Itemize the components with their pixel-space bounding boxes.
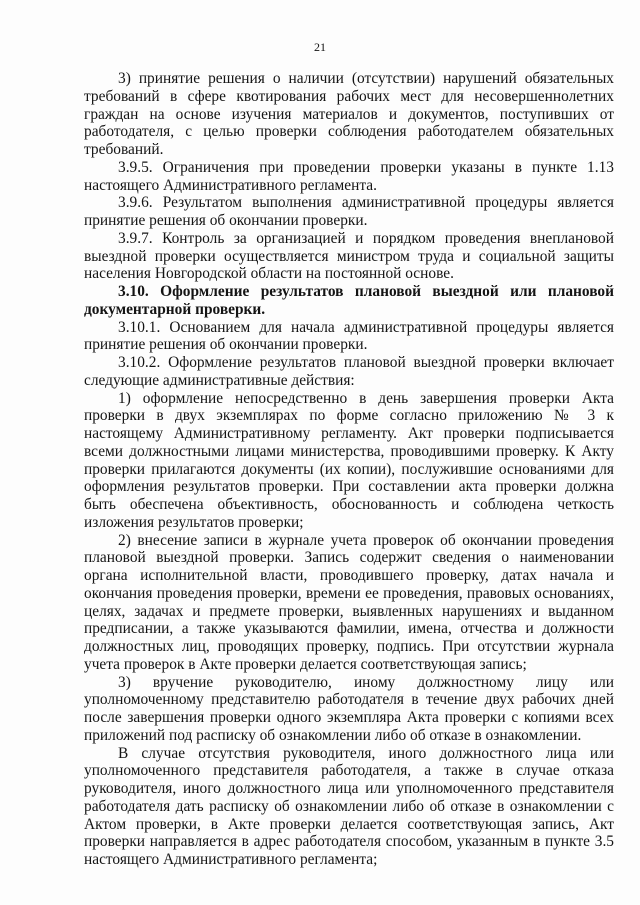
paragraph: 2) внесение записи в журнале учета проверок об окончании проведения плановой выездной проверки. Запись содержит сведения о наименовании органа исполнительной власти, проводившего проверку, датах начала и окончания проведения проверки, времени ее проведения, правовых основаниях, целях, задачах и предмете проверки, выявленных нарушениях и выданном предписании, а также указываются фамилии, имена, отчества и должности должностных лиц, проводящих проверку, подпись. При отсутствии журнала учета проверок в Акте проверки делается соответствующая запись;: [84, 531, 614, 673]
paragraph: 3.9.7. Контроль за организацией и порядком проведения внеплановой выездной проверки осуществляется министром труда и социальной защиты населения Новгородской области на постоянной основе.: [84, 229, 614, 283]
paragraph: 3.10.1. Основанием для начала административной процедуры является принятие решения об окончании проверки.: [84, 318, 614, 354]
section-heading: [84, 283, 614, 319]
paragraph-group-before: [84, 70, 614, 283]
section-heading-line2: документарной проверки.: [84, 300, 266, 318]
paragraph: 1) оформление непосредственно в день завершения проверки Акта проверки в двух экземплярах по форме согласно приложению № 3 к настоящему Административному регламенту. Акт проверки подписывается всеми должностными лицами министерства, проводившими проверку. К Акту проверки прилагаются документы (их копии), послужившие основаниями для оформления результатов проверки. При составлении акта проверки должна быть обеспечена объективность, обоснованность и соблюдена четкость изложения результатов проверки;: [84, 389, 614, 531]
page-number: 21: [314, 40, 326, 54]
section-heading-line1: 3.10. Оформление результатов плановой выездной или плановой: [118, 283, 614, 300]
paragraph: 3) принятие решения о наличии (отсутствии) нарушений обязательных требований в сфере квотирования рабочих мест для несовершеннолетних граждан на основе изучения материалов и документов, поступивших от работодателя, с целью проверки соблюдения работодателем обязательных требований.: [84, 70, 614, 158]
document-body: [84, 70, 614, 869]
paragraph-group-after: [84, 319, 614, 869]
paragraph: 3) вручение руководителю, иному должностному лицу или уполномоченному представителю работодателя в течение двух рабочих дней после завершения проверки одного экземпляра Акта проверки с копиями всех приложений под расписку об ознакомлении либо об отказе в ознакомлении.: [84, 673, 614, 744]
paragraph: 3.10.2. Оформление результатов плановой выездной проверки включает следующие административные действия:: [84, 354, 614, 389]
paragraph: В случае отсутствия руководителя, иного должностного лица или уполномоченного представителя работодателя, а также в случае отказа руководителя, иного должностного лица или уполномоченного представителя работодателя дать расписку об ознакомлении либо об отказе в ознакомлении с Актом проверки, в Акте проверки делается соответствующая запись, Акт проверки направляется в адрес работодателя способом, указанным в пункте 3.5 настоящего Административного регламента;: [84, 744, 614, 868]
paragraph: 3.9.6. Результатом выполнения административной процедуры является принятие решения об окончании проверки.: [84, 194, 614, 229]
paragraph: 3.9.5. Ограничения при проведении проверки указаны в пункте 1.13 настоящего Административного регламента.: [84, 158, 614, 194]
